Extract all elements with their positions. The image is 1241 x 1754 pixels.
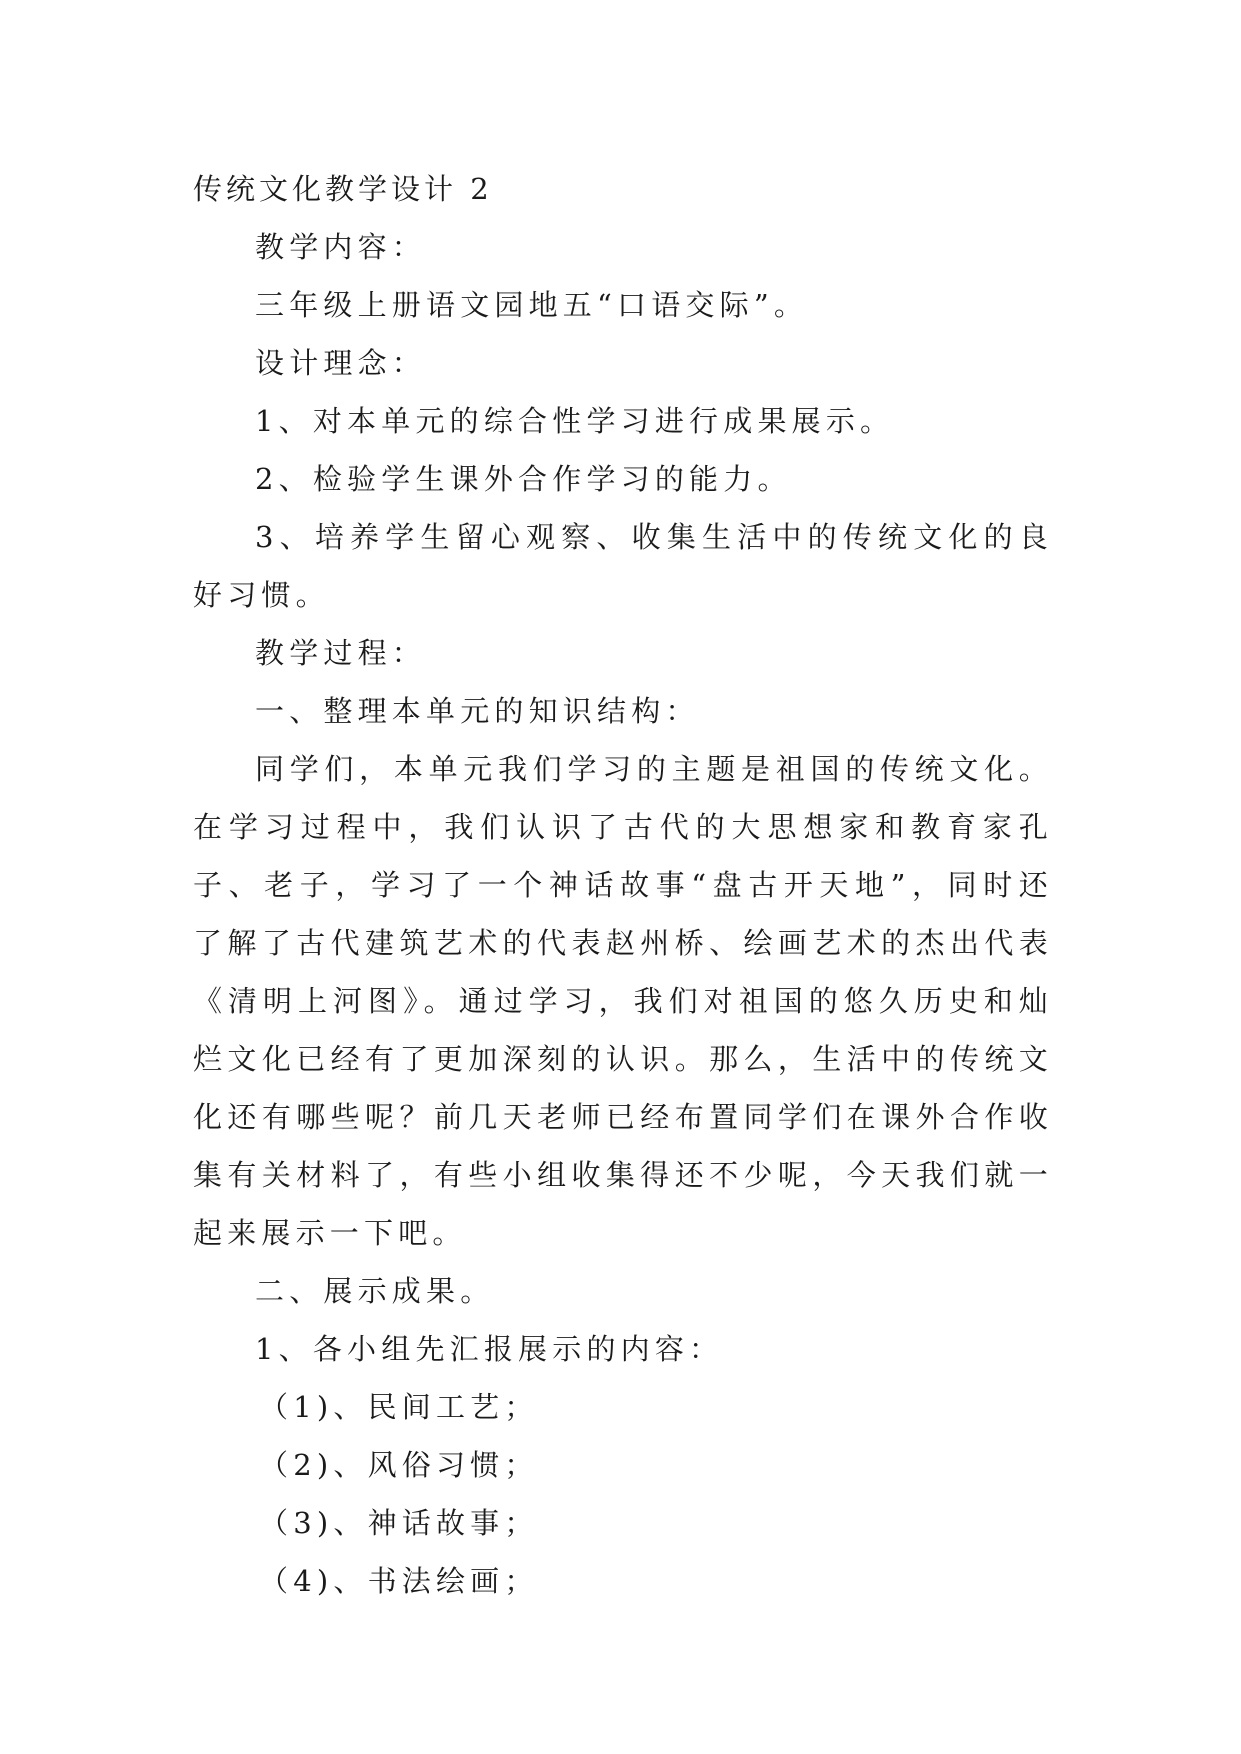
document-title: 传统文化教学设计 2 <box>193 172 493 206</box>
list-item: （4)、书法绘画； <box>259 1564 539 1598</box>
text-line: 1、对本单元的综合性学习进行成果展示。 <box>255 404 895 438</box>
text-line: 三年级上册语文园地五“口语交际”。 <box>255 288 809 322</box>
paragraph-concept-3: 3、培养学生留心观察、收集生活中的传统文化的良好习惯。 <box>193 520 1053 612</box>
document-page <box>193 160 1053 1610</box>
text-line: 2、检验学生课外合作学习的能力。 <box>255 462 792 496</box>
text-line: 1、各小组先汇报展示的内容： <box>255 1332 724 1366</box>
heading-teaching-process: 教学过程： <box>255 636 427 670</box>
heading-design-concept: 设计理念： <box>255 346 427 380</box>
paragraph-intro: 同学们，本单元我们学习的主题是祖国的传统文化。在学习过程中，我们认识了古代的大思想家和教育家孔子、老子，学习了一个神话故事“盘古开天地”，同时还了解了古代建筑艺术的代表赵州桥、绘画艺术的杰出代表《清明上河图》。通过学习，我们对祖国的悠久历史和灿烂文化已经有了更加深刻的认识。那么，生活中的传统文化还有哪些呢？前几天老师已经布置同学们在课外合作收集有关材料了，有些小组收集得还不少呢，今天我们就一起来展示一下吧。 <box>193 752 1053 1250</box>
heading-section-1: 一、整理本单元的知识结构： <box>255 694 700 728</box>
list-item: （1)、民间工艺； <box>259 1390 539 1424</box>
heading-section-2: 二、展示成果。 <box>255 1274 495 1308</box>
list-item: （2)、风俗习惯； <box>259 1448 539 1482</box>
list-item: （3)、神话故事； <box>259 1506 539 1540</box>
heading-teaching-content: 教学内容： <box>255 230 427 264</box>
